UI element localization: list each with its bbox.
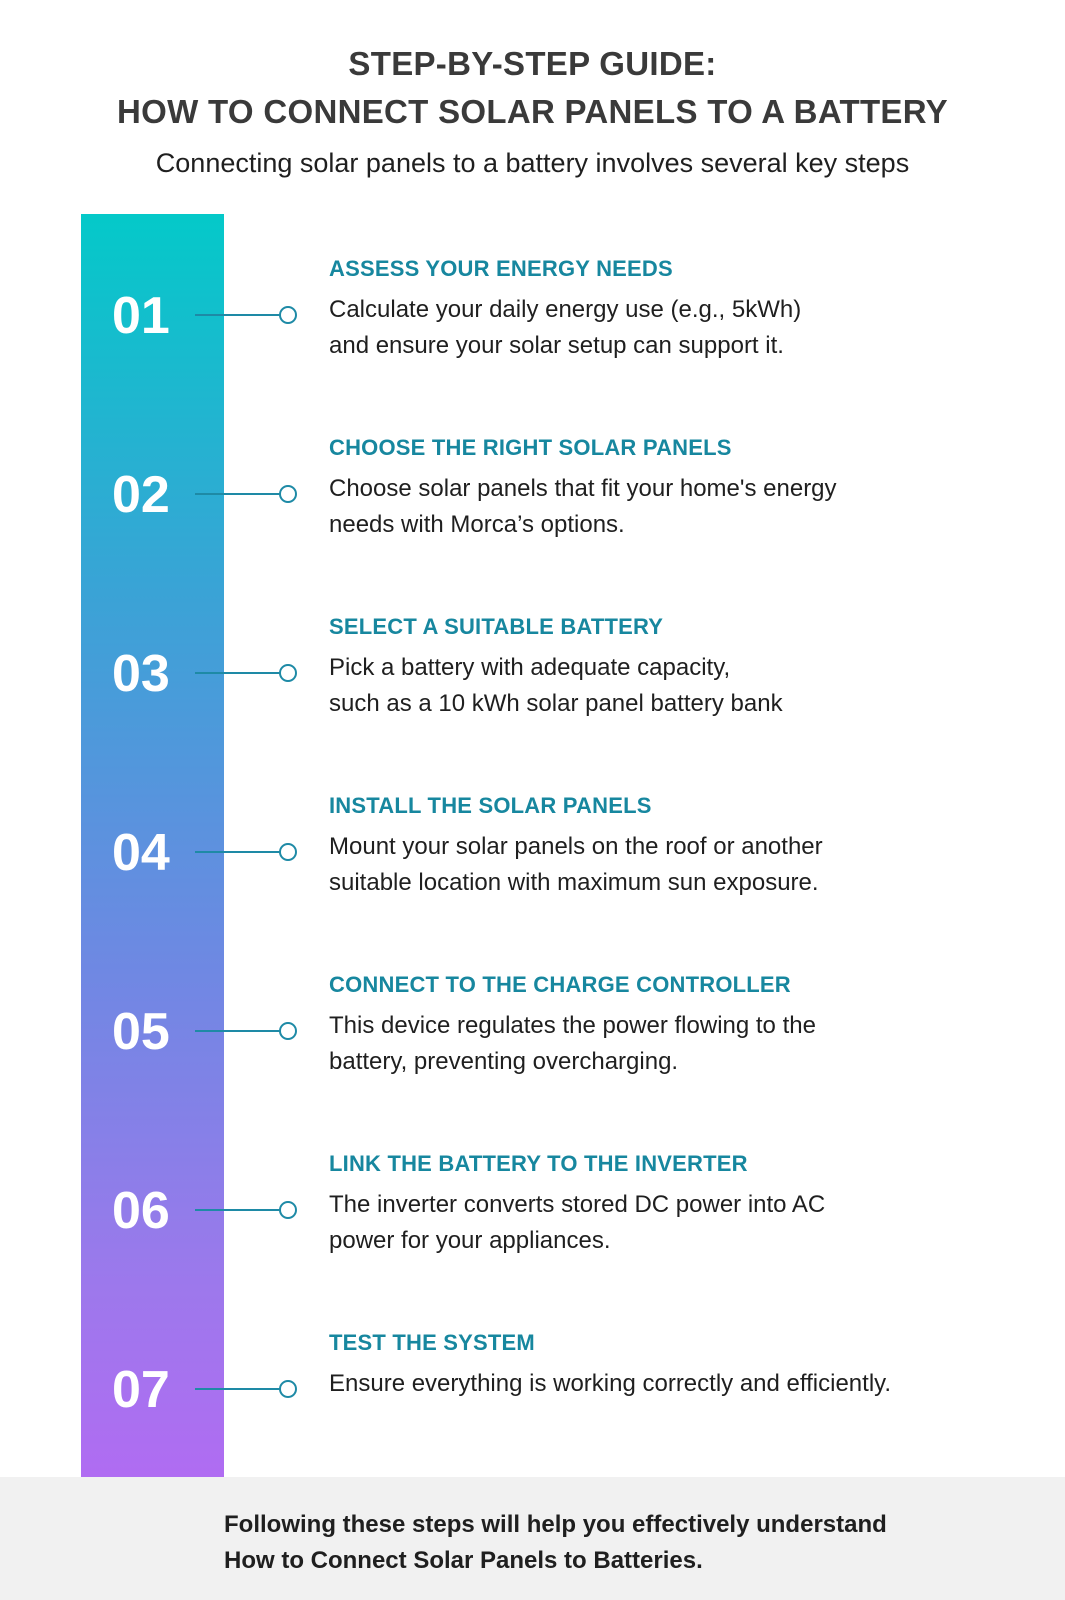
step-heading: ASSESS YOUR ENERGY NEEDS — [329, 256, 673, 281]
step-01 — [0, 256, 1065, 406]
step-description-line-1: This device regulates the power flowing to the — [329, 1012, 816, 1039]
step-description — [329, 471, 1029, 543]
step-description-line-2: and ensure your solar setup can support it. — [329, 332, 784, 359]
connector-line — [195, 1388, 285, 1390]
step-description — [329, 1366, 1029, 1402]
step-heading: CONNECT TO THE CHARGE CONTROLLER — [329, 972, 791, 997]
step-description — [329, 292, 1029, 364]
connector-line — [195, 314, 285, 316]
step-heading: CHOOSE THE RIGHT SOLAR PANELS — [329, 435, 732, 460]
connector-line — [195, 672, 285, 674]
connector-node-icon — [279, 306, 297, 324]
step-description-line-1: Calculate your daily energy use (e.g., 5kWh) — [329, 296, 802, 323]
step-description-line-1: Mount your solar panels on the roof or another — [329, 833, 823, 860]
page-subtitle: Connecting solar panels to a battery involves several key steps — [155, 148, 910, 178]
connector-node-icon — [279, 1201, 297, 1219]
step-description-line-1: Choose solar panels that fit your home's energy — [329, 475, 837, 502]
connector-line — [195, 1030, 285, 1032]
step-heading: TEST THE SYSTEM — [329, 1330, 535, 1355]
connector-node-icon — [279, 843, 297, 861]
connector-node-icon — [279, 1022, 297, 1040]
step-description-line-1: The inverter converts stored DC power into AC — [329, 1191, 826, 1218]
step-number: 05 — [112, 1003, 170, 1061]
connector-line — [195, 1209, 285, 1211]
step-description — [329, 1008, 1029, 1080]
step-description-line-2: needs with Morca’s options. — [329, 511, 625, 538]
step-07 — [0, 1330, 1065, 1480]
step-04 — [0, 793, 1065, 943]
connector-node-icon — [279, 485, 297, 503]
step-description — [329, 650, 1029, 722]
step-description — [329, 1187, 1029, 1259]
footer-line-1: Following these steps will help you effectively understand — [224, 1511, 887, 1538]
step-description-line-2: battery, preventing overcharging. — [329, 1048, 679, 1075]
step-description-line-2: power for your appliances. — [329, 1227, 611, 1254]
step-03 — [0, 614, 1065, 764]
step-description-line-1: Ensure everything is working correctly and efficiently. — [329, 1370, 892, 1397]
step-number: 01 — [112, 287, 170, 345]
step-06 — [0, 1151, 1065, 1301]
step-number: 04 — [112, 824, 170, 882]
title-line-1: STEP-BY-STEP GUIDE: — [348, 45, 717, 82]
step-05 — [0, 972, 1065, 1122]
page-title — [0, 40, 1065, 136]
step-number: 03 — [112, 645, 170, 703]
step-number: 06 — [112, 1182, 170, 1240]
step-heading: SELECT A SUITABLE BATTERY — [329, 614, 664, 639]
step-02 — [0, 435, 1065, 585]
step-heading: LINK THE BATTERY TO THE INVERTER — [329, 1151, 748, 1176]
step-description-line-1: Pick a battery with adequate capacity, — [329, 654, 731, 681]
connector-node-icon — [279, 1380, 297, 1398]
step-description — [329, 829, 1029, 901]
step-heading: INSTALL THE SOLAR PANELS — [329, 793, 652, 818]
title-line-2: HOW TO CONNECT SOLAR PANELS TO A BATTERY — [117, 93, 948, 130]
connector-line — [195, 493, 285, 495]
footer-text — [224, 1507, 1004, 1579]
connector-line — [195, 851, 285, 853]
step-description-line-2: suitable location with maximum sun exposure. — [329, 869, 819, 896]
connector-node-icon — [279, 664, 297, 682]
step-number: 07 — [112, 1361, 170, 1419]
footer-panel — [0, 1477, 1065, 1600]
footer-line-2: How to Connect Solar Panels to Batteries. — [224, 1547, 703, 1574]
step-description-line-2: such as a 10 kWh solar panel battery bank — [329, 690, 783, 717]
step-number: 02 — [112, 466, 170, 524]
